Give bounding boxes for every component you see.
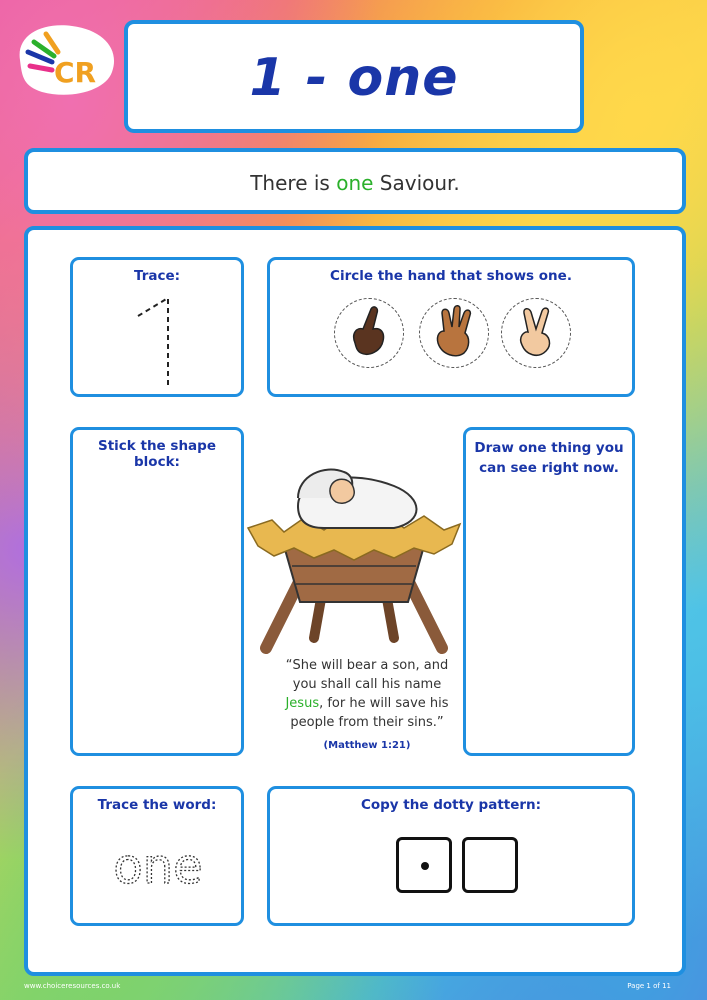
bible-quote xyxy=(262,656,472,732)
trace-panel xyxy=(70,257,244,397)
hand-option-one[interactable] xyxy=(334,298,404,368)
subtitle-highlight: one xyxy=(336,171,374,195)
subtitle-before: There is xyxy=(250,171,337,195)
draw-thing-title-line1: Draw one thing you xyxy=(474,440,624,456)
dotted-digit-one[interactable] xyxy=(128,294,188,390)
quote-line4: people from their sins.” xyxy=(290,715,444,730)
dotty-copy-box[interactable] xyxy=(462,837,518,893)
quote-highlight: Jesus xyxy=(285,696,320,711)
draw-thing-title-line2: can see right now. xyxy=(479,460,619,476)
hand-one-finger-icon xyxy=(335,299,402,366)
draw-thing-panel xyxy=(463,427,635,756)
title-card xyxy=(124,20,584,133)
dotty-title: Copy the dotty pattern: xyxy=(360,797,542,813)
draw-thing-title xyxy=(466,438,632,478)
hand-option-three[interactable] xyxy=(419,298,489,368)
quote-reference: (Matthew 1:21) xyxy=(323,740,411,751)
shape-block-panel xyxy=(70,427,244,756)
quote-line2: you shall call his name xyxy=(292,677,442,692)
subtitle-after: Saviour. xyxy=(373,171,460,195)
page-title: 1 - one xyxy=(249,48,459,108)
hand-two-fingers-icon xyxy=(502,299,569,366)
footer-page-number: Page 1 of 11 xyxy=(627,982,671,990)
trace-word-panel xyxy=(70,786,244,926)
dotted-word[interactable] xyxy=(85,835,231,895)
shape-block-title: Stick the shape block: xyxy=(98,438,216,470)
trace-word-title: Trace the word: xyxy=(97,797,217,813)
trace-title: Trace: xyxy=(133,268,181,284)
dot xyxy=(421,862,429,870)
logo-text: CR xyxy=(54,56,97,89)
hand-three-fingers-icon xyxy=(420,299,487,366)
circle-hand-title: Circle the hand that shows one. xyxy=(330,268,572,284)
dotty-example-box xyxy=(396,837,452,893)
dotted-word-text: one xyxy=(113,839,203,895)
hand-option-two[interactable] xyxy=(501,298,571,368)
quote-line3-rest: , for he will save his xyxy=(319,696,449,711)
brand-logo xyxy=(12,20,120,98)
subtitle-card xyxy=(24,148,686,214)
dotty-panel xyxy=(267,786,635,926)
subtitle xyxy=(28,171,682,195)
circle-hand-panel xyxy=(267,257,635,397)
quote-line1: “She will bear a son, and xyxy=(285,658,449,673)
quote-line3 xyxy=(262,694,472,713)
footer-website[interactable]: www.choiceresources.co.uk xyxy=(24,982,121,990)
manger-illustration xyxy=(244,462,464,654)
